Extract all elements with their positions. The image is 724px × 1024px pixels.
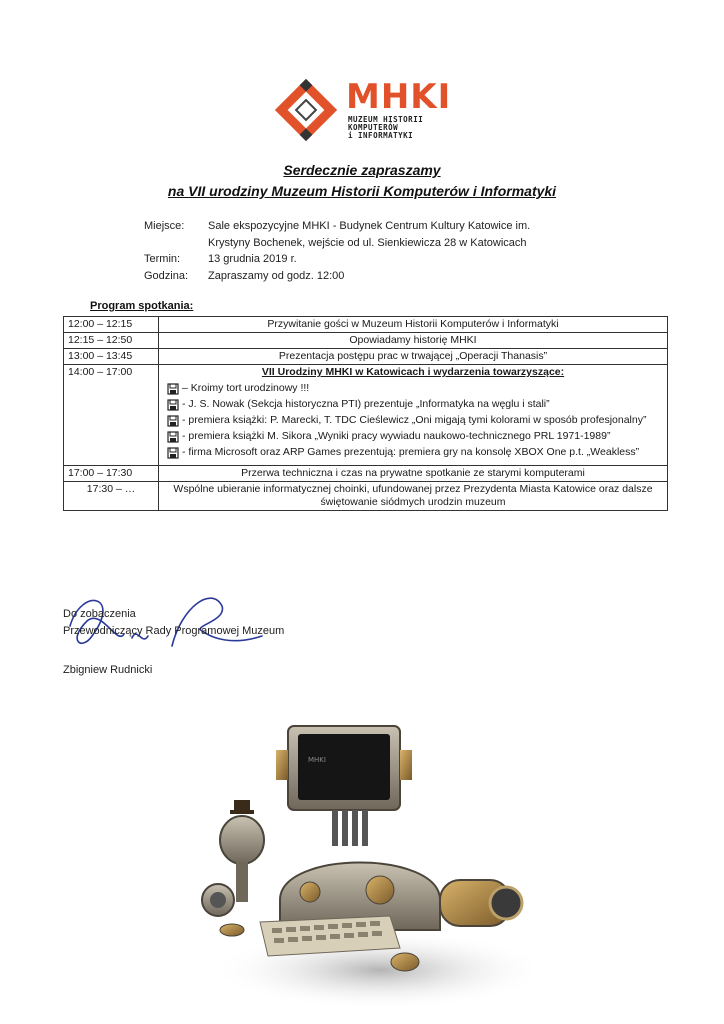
table-row xyxy=(64,482,668,511)
list-item-text: - premiera książki: P. Marecki, T. TDC Cieślewicz „Oni migają tymi kolorami w sposób profesjonalny” xyxy=(182,414,647,426)
table-row xyxy=(64,349,668,365)
place-value xyxy=(208,218,568,251)
logo-subtitle xyxy=(348,116,423,140)
list-item xyxy=(167,446,661,459)
list-item-text: - premiera książki M. Sikora „Wyniki pracy wywiadu naukowo-technicznego PRL 1971-1989” xyxy=(182,430,611,442)
logo-subtitle-line: i INFORMATYKI xyxy=(348,131,414,140)
floppy-disk-icon xyxy=(167,447,179,459)
event-info xyxy=(144,218,568,284)
date-label: Termin: xyxy=(144,253,181,265)
time-value: Zapraszamy od godz. 12:00 xyxy=(208,269,345,282)
program-desc: Opowiadamy historię MHKI xyxy=(159,333,668,349)
heading-line-2: na VII urodziny Muzeum Historii Komputerów i Informatyki xyxy=(167,183,557,199)
list-item xyxy=(167,430,661,443)
list-item xyxy=(167,382,661,395)
program-table xyxy=(63,316,668,511)
steampunk-computer-illustration xyxy=(190,700,530,1010)
invitation-heading xyxy=(0,160,724,202)
list-item-text: - J. S. Nowak (Sekcja historyczna PTI) prezentuje „Informatyka na węglu i stali” xyxy=(182,398,550,410)
signature-role: Przewodniczący Rady Programowej Muzeum xyxy=(63,625,285,637)
table-row xyxy=(64,333,668,349)
logo-subtitle-line: KOMPUTERÓW xyxy=(348,123,399,132)
program-block-title: VII Urodziny MHKI w Katowicach i wydarzenia towarzyszące: xyxy=(261,366,565,378)
list-item xyxy=(167,398,661,411)
program-desc: Wspólne ubieranie informatycznej choinki, ufundowanej przez Prezydenta Miasta Katowice oraz dalsze świętowanie siódmych urodzin muzeum xyxy=(159,482,668,511)
date-value: 13 grudnia 2019 r. xyxy=(208,253,297,265)
time-label: Godzina: xyxy=(144,269,189,282)
program-time: 13:00 – 13:45 xyxy=(64,349,159,365)
logo-mark-icon xyxy=(274,78,338,142)
floppy-disk-icon xyxy=(167,431,179,443)
info-row-place xyxy=(144,218,568,251)
program-time: 17:30 – … xyxy=(64,482,159,511)
floppy-disk-icon xyxy=(167,415,179,427)
logo-name: MHKI xyxy=(346,77,452,117)
program-desc: Przywitanie gości w Muzeum Historii Komputerów i Informatyki xyxy=(159,317,668,333)
logo-subtitle-line: MUZEUM HISTORII xyxy=(348,115,424,124)
place-label: Miejsce: xyxy=(144,220,185,232)
list-item xyxy=(167,414,661,427)
signature-block xyxy=(63,606,284,679)
place-value-line: Krystyny Bochenek, wejście od ul. Sienkiewicza 28 w Katowicach xyxy=(208,236,527,249)
place-value-line: Sale ekspozycyjne MHKI - Budynek Centrum Kultury Katowice im. xyxy=(208,220,531,232)
floppy-disk-icon xyxy=(167,383,179,395)
program-title: Program spotkania: xyxy=(90,300,194,312)
program-desc: Prezentacja postępu prac w trwającej „Operacji Thanasis” xyxy=(159,349,668,365)
heading-line-1: Serdecznie zapraszamy xyxy=(283,162,441,178)
floppy-disk-icon xyxy=(167,399,179,411)
info-row-date xyxy=(144,251,568,268)
svg-text:MHKI: MHKI xyxy=(308,756,326,764)
program-time: 14:00 – 17:00 xyxy=(64,365,159,466)
table-row xyxy=(64,466,668,482)
table-row xyxy=(64,317,668,333)
info-row-time xyxy=(144,268,568,285)
program-time: 12:00 – 12:15 xyxy=(64,317,159,333)
signature-greeting: Do zobaczenia xyxy=(63,608,136,620)
program-desc: Przerwa techniczna i czas na prywatne spotkanie ze starymi komputerami xyxy=(159,466,668,482)
mhki-logo xyxy=(274,78,454,142)
program-time: 12:15 – 12:50 xyxy=(64,333,159,349)
list-item-text: – Kroimy tort urodzinowy !!! xyxy=(182,382,310,394)
signature-name: Zbigniew Rudnicki xyxy=(63,664,153,676)
program-block xyxy=(159,365,668,466)
table-row xyxy=(64,365,668,466)
list-item-text: - firma Microsoft oraz ARP Games prezentują: premiera gry na konsolę XBOX One p.t. „Weakless” xyxy=(182,446,640,458)
program-time: 17:00 – 17:30 xyxy=(64,466,159,482)
